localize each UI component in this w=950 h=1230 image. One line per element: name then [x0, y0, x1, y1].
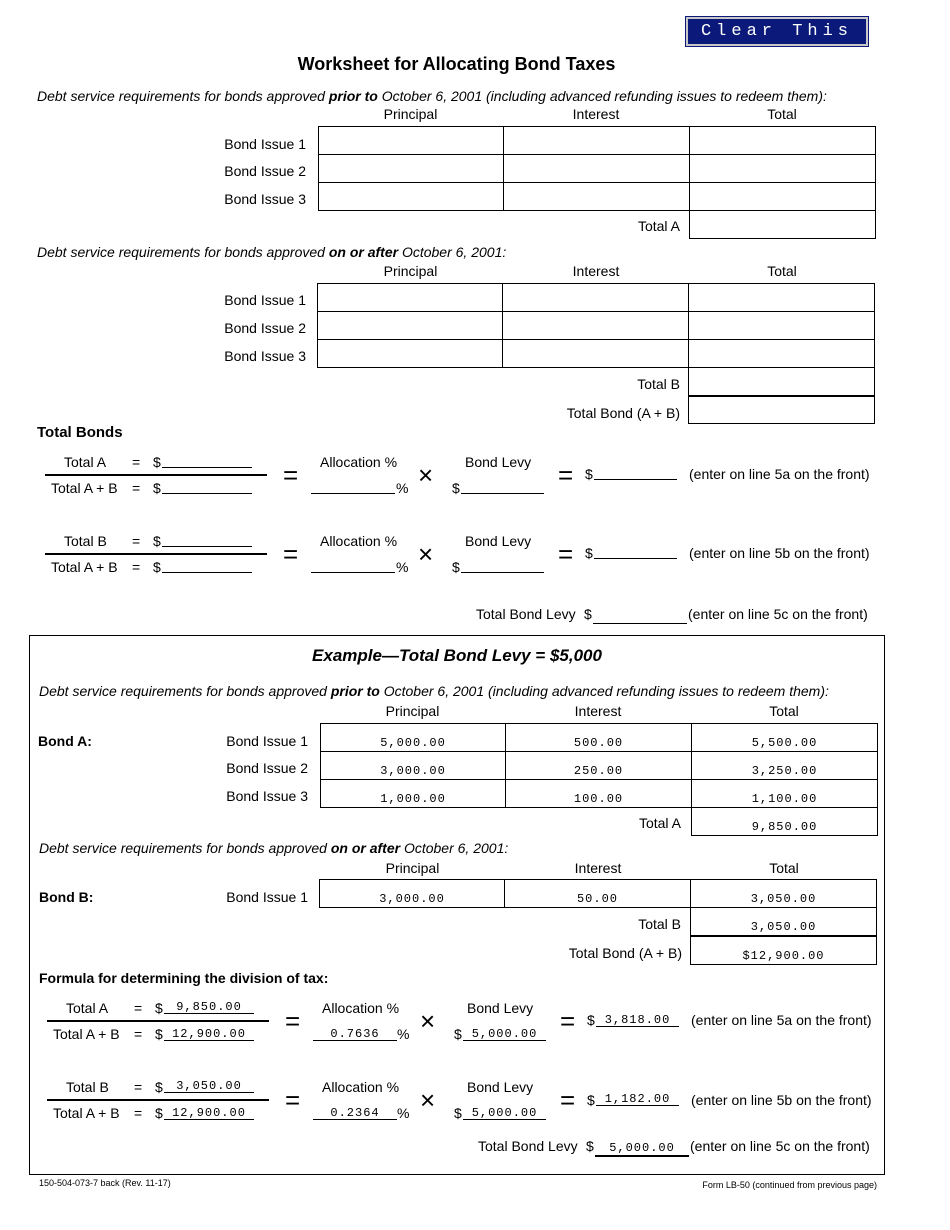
example-formula-a-denominator-value: 12,900.00	[172, 1027, 246, 1041]
a2-interest-input[interactable]	[503, 154, 690, 183]
section-b-intro-text: Debt service requirements for bonds approved	[37, 244, 329, 260]
example-formula-a-numerator-value: 9,850.00	[176, 1000, 242, 1014]
a2-principal-input[interactable]	[318, 154, 504, 183]
example-formula-a-allocation-label: Allocation %	[322, 1000, 400, 1016]
example-a3-total	[691, 779, 878, 808]
example-formula-a-equals: =	[285, 1006, 301, 1036]
total-bond-levy-note: (enter on line 5c on the front)	[688, 606, 868, 622]
example-b1-total-value: 3,050.00	[750, 892, 817, 906]
formula-a-allocation-input[interactable]	[311, 493, 395, 494]
example-total-bond-value: $12,900.00	[742, 949, 825, 963]
example-formula-a-result-dollar: $	[587, 1012, 595, 1028]
b3-interest-input[interactable]	[502, 339, 689, 368]
example-a3-interest	[505, 779, 692, 808]
example-formula-b-denominator-value: 12,900.00	[172, 1106, 246, 1120]
formula-b-denominator-label: Total A + B	[51, 559, 118, 575]
example-formula-a-result-equals: =	[560, 1006, 576, 1036]
formula-b-result-equals: =	[558, 539, 574, 569]
example-formula-a-allocation-value: 0.7636	[330, 1027, 380, 1041]
formula-a-dollar: $	[153, 454, 161, 470]
example-total-bond-levy-dollar: $	[586, 1138, 594, 1154]
section-a-emphasis: prior to	[328, 88, 378, 104]
formula-b-dollar2: $	[153, 559, 161, 575]
col-principal-a: Principal	[383, 106, 438, 122]
example-b1-principal	[319, 879, 505, 908]
example-total-a	[691, 807, 878, 836]
example-formula-b-dollar: $	[155, 1079, 163, 1095]
section-a-intro-rest: October 6, 2001 (including advanced refunding issues to redeem them):	[377, 88, 827, 104]
example-title: Example—Total Bond Levy = $5,000	[312, 646, 602, 665]
total-bond-label: Total Bond (A + B)	[566, 405, 680, 421]
example-a1-principal	[320, 723, 506, 752]
example-formula-b-allocation-label: Allocation %	[322, 1079, 400, 1095]
example-total-bond-label: Total Bond (A + B)	[568, 945, 682, 961]
example-col-total-a: Total	[769, 703, 799, 719]
total-bond-levy-label: Total Bond Levy	[476, 606, 576, 622]
example-bond-b-label: Bond B:	[39, 889, 94, 905]
bond-issue-label: Bond Issue 2	[224, 320, 306, 336]
formula-a-result-equals: =	[558, 460, 574, 490]
formula-a-result-dollar: $	[585, 466, 593, 482]
bond-issue-label: Bond Issue 2	[226, 760, 308, 776]
example-a2-total-value: 3,250.00	[751, 764, 818, 778]
example-total-b-label: Total B	[638, 916, 681, 932]
example-a3-total-value: 1,100.00	[751, 792, 818, 806]
bond-issue-label: Bond Issue 3	[224, 348, 306, 364]
example-formula-b-note: (enter on line 5b on the front)	[691, 1092, 872, 1108]
example-formula-a-fraction-bar	[47, 1020, 269, 1022]
example-a1-interest-value: 500.00	[573, 736, 624, 750]
formula-b-allocation-input[interactable]	[311, 572, 395, 573]
example-a1-interest	[505, 723, 692, 752]
formula-b-result-dollar: $	[585, 545, 593, 561]
formula-a-numerator-label: Total A	[64, 454, 107, 470]
example-total-bond-levy-line	[595, 1155, 689, 1157]
example-a3-principal	[320, 779, 506, 808]
formula-a-eq2: =	[132, 480, 141, 496]
bond-issue-label: Bond Issue 3	[224, 191, 306, 207]
example-a2-principal-value: 3,000.00	[380, 764, 446, 778]
example-a2-total	[691, 751, 878, 780]
example-formula-b-eq: =	[134, 1079, 143, 1095]
example-section-b-intro-rest: October 6, 2001:	[400, 840, 509, 856]
formula-a-note: (enter on line 5a on the front)	[689, 466, 870, 482]
example-b1-principal-value: 3,000.00	[379, 892, 445, 906]
example-formula-a-result-value: 3,818.00	[604, 1013, 671, 1027]
formula-b-times-icon: ×	[418, 539, 434, 569]
example-total-bond	[690, 935, 877, 965]
example-section-a-emphasis: prior to	[330, 683, 380, 699]
example-formula-b-equals: =	[285, 1085, 301, 1115]
example-section-b-intro	[39, 840, 508, 856]
example-formula-b-levy-label: Bond Levy	[467, 1079, 534, 1095]
section-a-intro	[37, 88, 827, 104]
example-formula-a-numerator-label: Total A	[66, 1000, 109, 1016]
example-a1-principal-value: 5,000.00	[380, 736, 446, 750]
bond-issue-label: Bond Issue 1	[224, 136, 306, 152]
example-b1-interest-value: 50.00	[576, 892, 618, 906]
example-formula-b-eq2: =	[134, 1105, 143, 1121]
example-formula-b-fraction-bar	[47, 1099, 269, 1101]
col-interest-a: Interest	[572, 106, 620, 122]
formula-b-fraction-bar	[45, 553, 267, 555]
formula-b-levy-dollar: $	[452, 559, 460, 575]
formula-a-denominator-label: Total A + B	[51, 480, 118, 496]
formula-a-equals: =	[283, 460, 299, 490]
col-total-a: Total	[767, 106, 797, 122]
formula-b-equals: =	[283, 539, 299, 569]
example-a2-interest	[505, 751, 692, 780]
bond-issue-label: Bond Issue 1	[224, 292, 306, 308]
example-formula-a-note: (enter on line 5a on the front)	[691, 1012, 872, 1028]
example-formula-b-levy-dollar: $	[454, 1105, 462, 1121]
example-formula-b-result-value: 1,182.00	[604, 1092, 671, 1106]
example-a3-principal-value: 1,000.00	[380, 792, 446, 806]
example-b1-total	[690, 879, 877, 908]
formula-b-result-input[interactable]	[594, 558, 677, 559]
example-formula-a-pct: %	[397, 1026, 410, 1042]
total-bond-input[interactable]	[688, 395, 875, 424]
b3-principal-input[interactable]	[317, 339, 503, 368]
formula-a-levy-dollar: $	[452, 480, 460, 496]
example-a1-total-value: 5,500.00	[751, 736, 818, 750]
page-title: Worksheet for Allocating Bond Taxes	[297, 54, 616, 74]
formula-b-numerator-input[interactable]	[162, 546, 252, 547]
total-a-input[interactable]	[689, 210, 876, 239]
total-b-input[interactable]	[688, 367, 875, 396]
b3-total-input[interactable]	[688, 339, 875, 368]
formula-a-result-input[interactable]	[594, 479, 677, 480]
example-formula-b-dollar2: $	[155, 1105, 163, 1121]
b1-total-input[interactable]	[688, 283, 875, 312]
total-b-label: Total B	[637, 376, 680, 392]
example-col-principal-a: Principal	[385, 703, 440, 719]
example-section-a-intro-text: Debt service requirements for bonds approved	[39, 683, 331, 699]
formula-a-denominator-input[interactable]	[162, 493, 252, 494]
example-formula-a-times-icon: ×	[420, 1006, 436, 1036]
example-a2-interest-value: 250.00	[573, 764, 624, 778]
formula-a-eq: =	[132, 454, 141, 470]
formula-a-times-icon: ×	[418, 460, 434, 490]
formula-b-pct: %	[396, 559, 409, 575]
total-a-label: Total A	[637, 218, 680, 234]
formula-a-dollar2: $	[153, 480, 161, 496]
section-b-intro-rest: October 6, 2001:	[398, 244, 507, 260]
example-formula-b-numerator-label: Total B	[66, 1079, 109, 1095]
formula-b-note: (enter on line 5b on the front)	[689, 545, 870, 561]
bond-issue-label: Bond Issue 1	[226, 733, 308, 749]
total-bond-levy-dollar: $	[584, 606, 592, 622]
formula-a-pct: %	[396, 480, 409, 496]
b1-interest-input[interactable]	[502, 283, 689, 312]
example-formula-a-eq2: =	[134, 1026, 143, 1042]
formula-b-dollar: $	[153, 533, 161, 549]
b2-total-input[interactable]	[688, 311, 875, 340]
clear-page-button[interactable]: Clear This Page	[686, 17, 868, 46]
example-formula-b-result-equals: =	[560, 1085, 576, 1115]
a3-interest-input[interactable]	[503, 182, 690, 211]
formula-a-numerator-input[interactable]	[162, 467, 252, 468]
example-a2-principal	[320, 751, 506, 780]
col-principal-b: Principal	[383, 263, 438, 279]
example-formula-b-numerator-value: 3,050.00	[176, 1079, 242, 1093]
a1-total-input[interactable]	[689, 126, 876, 155]
formula-b-eq2: =	[132, 559, 141, 575]
example-total-bond-levy-value: 5,000.00	[609, 1141, 675, 1155]
total-bonds-heading: Total Bonds	[37, 424, 123, 441]
example-a1-total	[691, 723, 878, 752]
b1-principal-input[interactable]	[317, 283, 503, 312]
example-formula-b-result-dollar: $	[587, 1092, 595, 1108]
total-bond-levy-input[interactable]	[593, 623, 687, 624]
a1-interest-input[interactable]	[503, 126, 690, 155]
form-number-footer: 150-504-073-7 back (Rev. 11-17)	[39, 1178, 171, 1188]
formula-a-levy-label: Bond Levy	[465, 454, 532, 470]
col-total-b: Total	[767, 263, 797, 279]
example-formula-a-dollar: $	[155, 1000, 163, 1016]
section-b-intro	[37, 244, 506, 260]
formula-b-numerator-label: Total B	[64, 533, 107, 549]
example-total-a-label: Total A	[638, 815, 681, 831]
example-formula-b-pct: %	[397, 1105, 410, 1121]
section-a-intro-text: Debt service requirements for bonds approved	[37, 88, 329, 104]
formula-b-levy-label: Bond Levy	[465, 533, 532, 549]
example-a3-interest-value: 100.00	[573, 792, 624, 806]
form-name-footer: Form LB-50 (continued from previous page)	[702, 1180, 877, 1190]
formula-b-allocation-label: Allocation %	[320, 533, 398, 549]
bond-issue-label: Bond Issue 1	[226, 889, 308, 905]
example-section-b-intro-text: Debt service requirements for bonds approved	[39, 840, 331, 856]
example-formula-b-denominator-label: Total A + B	[53, 1105, 120, 1121]
example-formula-b-levy-value: 5,000.00	[471, 1106, 538, 1120]
bond-issue-label: Bond Issue 3	[226, 788, 308, 804]
example-col-principal-b: Principal	[385, 860, 440, 876]
section-b-emphasis: on or after	[328, 244, 399, 260]
col-interest-b: Interest	[572, 263, 620, 279]
example-total-bond-levy-note: (enter on line 5c on the front)	[690, 1138, 870, 1154]
example-section-b-emphasis: on or after	[330, 840, 401, 856]
example-total-b-value: 3,050.00	[750, 920, 817, 934]
formula-a-fraction-bar	[45, 474, 267, 476]
bond-issue-label: Bond Issue 2	[224, 163, 306, 179]
example-col-interest-b: Interest	[574, 860, 622, 876]
a3-total-input[interactable]	[689, 182, 876, 211]
example-section-a-intro-rest: October 6, 2001 (including advanced refunding issues to redeem them):	[379, 683, 829, 699]
a1-principal-input[interactable]	[318, 126, 504, 155]
b2-principal-input[interactable]	[317, 311, 503, 340]
formula-b-denominator-input[interactable]	[162, 572, 252, 573]
example-total-bond-levy-label: Total Bond Levy	[478, 1138, 578, 1154]
example-formula-a-levy-dollar: $	[454, 1026, 462, 1042]
example-formula-a-levy-value: 5,000.00	[471, 1027, 538, 1041]
formula-b-levy-input[interactable]	[461, 572, 544, 573]
a2-total-input[interactable]	[689, 154, 876, 183]
example-b1-interest	[504, 879, 691, 908]
example-formula-a-eq: =	[134, 1000, 143, 1016]
b2-interest-input[interactable]	[502, 311, 689, 340]
a3-principal-input[interactable]	[318, 182, 504, 211]
example-formula-heading: Formula for determining the division of tax:	[39, 970, 329, 986]
example-col-interest-a: Interest	[574, 703, 622, 719]
example-col-total-b: Total	[769, 860, 799, 876]
example-total-a-value: 9,850.00	[751, 820, 818, 834]
example-total-b	[690, 907, 877, 936]
formula-a-levy-input[interactable]	[461, 493, 544, 494]
example-formula-b-times-icon: ×	[420, 1085, 436, 1115]
example-section-a-intro	[39, 683, 829, 699]
formula-b-eq: =	[132, 533, 141, 549]
example-bond-a-label: Bond A:	[38, 733, 92, 749]
example-formula-a-dollar2: $	[155, 1026, 163, 1042]
example-formula-a-levy-label: Bond Levy	[467, 1000, 534, 1016]
example-formula-a-denominator-label: Total A + B	[53, 1026, 120, 1042]
example-formula-b-allocation-value: 0.2364	[330, 1106, 380, 1120]
formula-a-allocation-label: Allocation %	[320, 454, 398, 470]
